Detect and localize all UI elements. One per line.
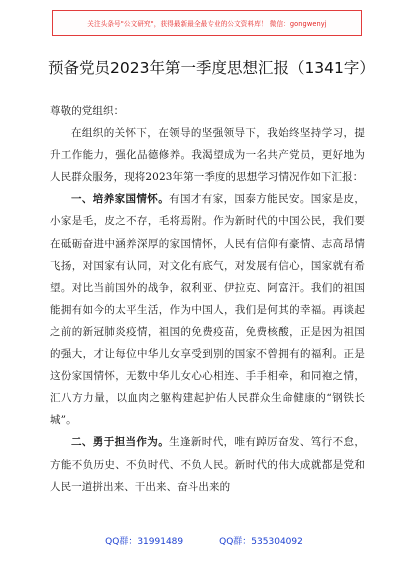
footer-qq-group-2[interactable]: QQ群：535304092	[219, 536, 303, 547]
header-banner[interactable]	[52, 10, 362, 36]
footer-qq-group-1[interactable]: QQ群：31991489	[105, 536, 184, 547]
salutation: 尊敬的党组织：	[50, 105, 125, 117]
header-banner-text: 关注头条号"公文研究"，获得最新最全最专业的公文资料库！ 微信：gongwenyj	[87, 20, 327, 28]
document-body	[50, 100, 365, 498]
section-1-heading: 一、培养家国情怀。	[71, 193, 170, 206]
section-2-heading: 二、勇于担当作为。	[71, 436, 170, 449]
section-1-paragraph	[50, 188, 365, 431]
document-title: 预备党员2023年第一季度思想汇报（1341字）	[48, 59, 375, 77]
section-2-text: 生逢新时代，唯有踔厉奋发、笃行不怠，方能不负历史、不负时代、不负人民。新时代的伟大成就都是党和人民一道拼出来、干出来、奋斗出来的	[50, 436, 365, 493]
footer-bar	[0, 530, 408, 550]
section-1-text: 有国才有家，国泰方能民安。国家是皮，小家是毛，皮之不存，毛将焉附。作为新时代的中国公民，我们要在砥砺奋进中涵养深厚的家国情怀，人民有信仰有豪情、志高昂情飞扬，对国家有认同，对文化有底气，对发展有信心，国家就有希望。对比当前国外的战争，叙利亚、伊拉克、阿富汗。我们的祖国能拥有如今的太平生活，作为中国人，我们是何其的幸福。再谈起之前的新冠肺炎疫情，祖国的免费疫苗，免费核酸，正是因为祖国的强大，才让每位中华儿女享受到别的国家不曾拥有的福利。正是这份家国情怀，无数中华儿女心心相连、手手相牵，和同袍之情，汇八方力量，以血肉之躯构建起护佑人民群众生命健康的“钢铁长城”。	[50, 193, 365, 427]
section-2-paragraph	[50, 431, 365, 497]
intro-paragraph: 在组织的关怀下，在领导的坚强领导下，我始终坚持学习，提升工作能力，强化品德修养。我渴望成为一名共产党员，更好地为人民群众服务，现将2023年第一季度的思想学习情况作如下汇报：	[50, 127, 365, 184]
